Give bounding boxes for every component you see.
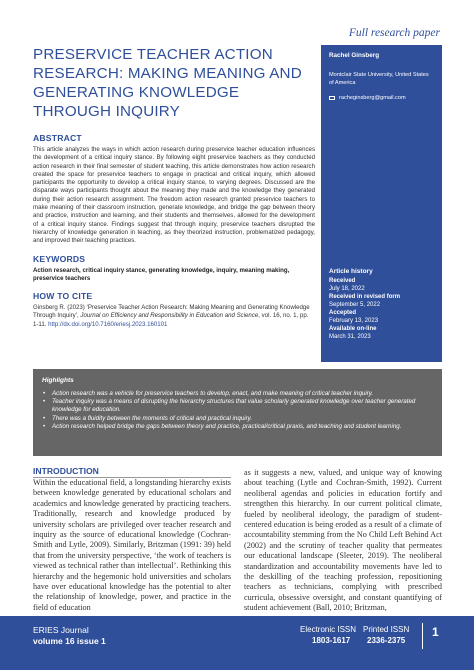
accepted-date: February 13, 2023 xyxy=(329,318,379,324)
highlights-list xyxy=(42,390,433,431)
body-column-right: as it suggests a new, valued, and unique way of knowing about teaching (Lytle and Cochran-Smith, 1992). Current neoliberal agendas and policies in education fortify and strengthen this hierarchy. In our current political climate, fueled by neoliberal ideology, the paradigm of student-centered education is being eroded as a result of a climate of accountability stemming from the No Child Left Behind Act (2002) and the scrutiny of teacher quality that permeates our educational landscape (Sleeter, 2019). The neoliberal standardization and accountability movements have led to the deskilling of the teaching profession, repositioning teachers as technicians, complying with prescribed curricula, obsessive oversight, and constant quantifying of student achievement (Ball, 2010; Britzman, xyxy=(244,468,443,613)
highlight-item: • Teacher inquiry was a means of disrupting the hierarchy structures that value scholarly generated knowledge over teacher generated knowledge for education. xyxy=(42,398,433,414)
footer-journal: ERIES Journal xyxy=(33,625,89,635)
online-date: March 31, 2023 xyxy=(329,334,371,340)
online-label: Available on-line xyxy=(329,326,377,332)
cite-heading: HOW TO CITE xyxy=(33,291,93,302)
highlight-item: • There was a fluidity between the moments of critical and practical inquiry. xyxy=(42,415,433,423)
article-title: PRESERVICE TEACHER ACTION RESEARCH: MAKING MEANING AND GENERATING KNOWLEDGE THROUGH INQUIRY xyxy=(33,46,302,120)
highlight-item: • Action research helped bridge the gaps between theory and practice, practical/critical praxis, and teaching and student learning. xyxy=(42,423,433,431)
received-date: July 18, 2022 xyxy=(329,286,365,292)
abstract-heading: ABSTRACT xyxy=(33,133,82,143)
history-title: Article history xyxy=(329,268,373,275)
introduction-heading: INTRODUCTION xyxy=(33,466,231,478)
keywords-heading: KEYWORDS xyxy=(33,253,86,264)
page-number: 1 xyxy=(432,625,439,639)
received-label: Received xyxy=(329,278,356,284)
footer-eissn-label: Electronic ISSN xyxy=(300,625,357,634)
doi-link[interactable]: http://dx.doi.org/10.7160/eriesj.2023.160101 xyxy=(48,320,168,328)
revised-label: Received in revised form xyxy=(329,294,401,300)
footer-separator xyxy=(422,623,423,649)
footer-eissn: 1803-1617 xyxy=(312,636,351,645)
highlights-title: Highlights xyxy=(42,377,74,384)
keywords-text: Action research, critical inquiry stance, generating knowledge, inquiry, meaning making, preservice teachers xyxy=(33,266,290,282)
highlights-box xyxy=(33,369,442,456)
citation xyxy=(33,304,315,329)
page-footer xyxy=(0,616,474,670)
footer-pissn: 2336-2375 xyxy=(367,636,406,645)
author-email[interactable]: racheginsberg@gmail.com xyxy=(339,95,406,101)
author-name: Rachel Ginsberg xyxy=(329,52,380,59)
article-history xyxy=(329,268,434,341)
author-sidebar xyxy=(321,45,442,362)
article-front-matter xyxy=(33,45,315,329)
footer-volume: volume 16 issue 1 xyxy=(33,636,106,646)
author-affiliation: Montclair State University, United States of America xyxy=(329,72,429,86)
paper-type-label: Full research paper xyxy=(348,27,440,39)
revised-date: September 5, 2022 xyxy=(329,302,381,308)
citation-authors-title: Ginsberg R. (2023) ‘Preservice Teacher Action Research: Making Meaning and Generating Knowledge Through Inquiry’, xyxy=(33,304,310,320)
highlight-item: • Action research was a vehicle for preservice teachers to develop, enact, and make meaning of critical teacher inquiry. xyxy=(42,390,433,398)
body-column-left: Within the educational field, a longstanding hierarchy exists between knowledge generated by educational scholars and academics and knowledge generated by practicing teachers. Traditionally, research and knowledge produced by university scholars are privileged over teacher research and inquiry as the source of educational knowledge (Cochran-Smith and Lytle, 2009). Similarly, Britzman (1991: 39) held that from the university perspective, ‘the work of teachers is viewed as technical rather than intellectual’. Rethinking this hierarchy and the hegemonic hold universities and scholars have over educational knowledge has the potential to alter the relationship of knowledge, power, and practice in the field of education xyxy=(33,478,231,612)
citation-journal: Journal on Efficiency and Responsibility in Education and Science xyxy=(80,312,259,320)
abstract-text: This article analyzes the ways in which action research during preservice teacher education influences the development of a critical inquiry stance. By following eight preservice teachers as they conducted action research in their final semester of student teaching, this article demonstrates how action research created the space for preservice teachers to engage in practical and critical inquiry, which allowed participants the opportunity to develop a critical inquiry stance, to varying degrees. Discussed are the disparate ways participants thought about the meaning they made and the knowledge they generated during their action research assignment. The freedom action research granted preservice teachers to make meaning of their classroom instruction, generate knowledge, and bridge the gap between theory and practice, instruction and learning, and their students and themselves, allowed for the development of a critical inquiry stance. Findings suggest that through inquiry, preservice teachers disrupted the hierarchy of knowledge generation in teaching, as they theorized instruction, problematized pedagogy, and improved their teaching practices. xyxy=(33,146,315,245)
footer-pissn-label: Printed ISSN xyxy=(363,625,410,634)
accepted-label: Accepted xyxy=(329,310,357,316)
author-email-row xyxy=(329,95,434,101)
mail-icon xyxy=(329,96,335,101)
citation-volume: , vol. 16, no. 1, pp. 1-11. xyxy=(33,312,309,328)
